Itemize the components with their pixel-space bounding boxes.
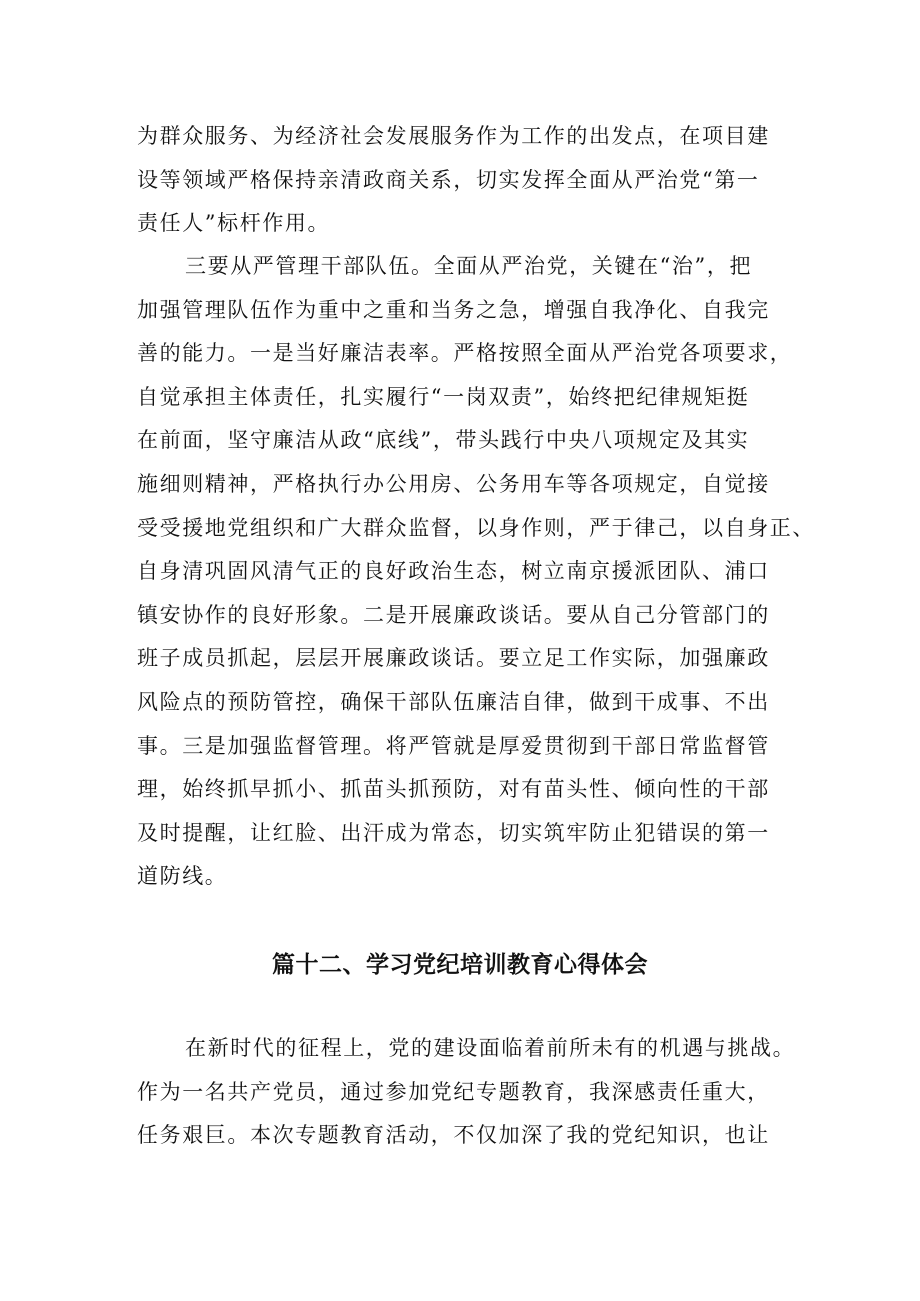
section-heading: 篇十二、学习党纪培训教育心得体会 — [272, 952, 648, 978]
continuation-paragraph — [137, 115, 797, 246]
paragraph-line: 自觉承担主体责任，扎实履行“一岗双责”，始终把纪律规矩挺 — [137, 384, 750, 409]
paragraph-line: 在新时代的征程上，党的建设面临着前所未有的机遇与挑战。 — [185, 1036, 796, 1060]
paragraph-line: 善的能力。一是当好廉洁表率。严格按照全面从严治党各项要求， — [137, 341, 793, 366]
paragraph-line: 设等领域严格保持亲清政商关系，切实发挥全面从严治党“第一 — [137, 167, 760, 192]
paragraph-line: 作为一名共产党员，通过参加党纪专题教育，我深感责任重大， — [137, 1079, 770, 1104]
paragraph-line: 任务艰巨。本次专题教育活动，不仅加深了我的党纪知识，也让 — [137, 1123, 770, 1148]
paragraph-line: 自身清巩固风清气正的良好政治生态，树立南京援派团队、浦口 — [137, 559, 770, 584]
paragraph-line: 在前面，坚守廉洁从政“底线”，带头践行中央八项规定及其实 — [137, 428, 750, 453]
paragraph-line: 理，始终抓早抓小、抓苗头抓预防，对有苗头性、倾向性的干部 — [137, 777, 770, 802]
paragraph-line: 及时提醒，让红脸、出汗成为常态，切实筑牢防止犯错误的第一 — [137, 820, 770, 845]
paragraph-line: 镇安协作的良好形象。二是开展廉政谈话。要从自己分管部门的 — [137, 602, 770, 627]
paragraph-line: 受受援地党组织和广大群众监督，以身作则，严于律己，以自身正、 — [137, 515, 815, 540]
paragraph-line: 道防线。 — [137, 864, 228, 889]
paragraph-line: 责任人”标杆作用。 — [137, 211, 331, 236]
paragraph-line: 三要从严管理干部队伍。全面从严治党，关键在“治”，把 — [185, 254, 753, 278]
paragraph-line: 加强管理队伍作为重中之重和当务之急，增强自我净化、自我完 — [137, 297, 770, 322]
paragraph-line: 施细则精神，严格执行办公用房、公务用车等各项规定，自觉接 — [137, 471, 770, 496]
paragraph-line: 风险点的预防管控，确保干部队伍廉洁自律，做到干成事、不出 — [137, 689, 770, 714]
paragraph-line: 班子成员抓起，层层开展廉政谈话。要立足工作实际，加强廉政 — [137, 646, 770, 671]
paragraph-line: 事。三是加强监督管理。将严管就是厚爱贯彻到干部日常监督管 — [137, 733, 770, 758]
paragraph-line: 为群众服务、为经济社会发展服务作为工作的出发点，在项目建 — [137, 124, 770, 148]
paragraph-three — [137, 245, 815, 899]
intro-paragraph — [137, 1027, 797, 1158]
